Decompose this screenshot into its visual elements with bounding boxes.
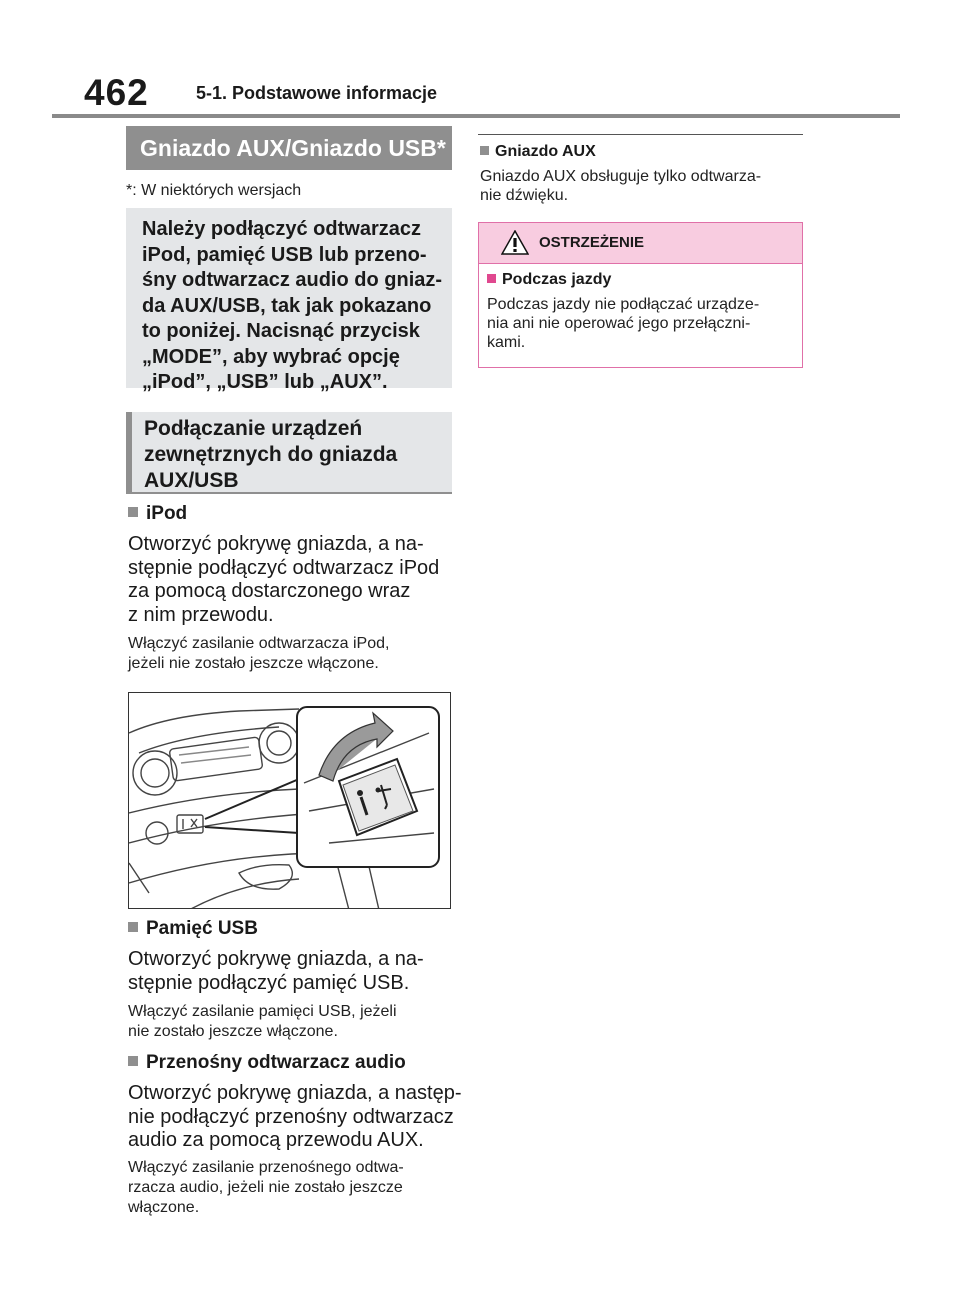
usb-body	[128, 948, 424, 995]
body-line: nie podłączyć przenośny odtwarzacz	[128, 1105, 454, 1128]
body-line: stępnie podłączyć odtwarzacz iPod	[128, 556, 440, 579]
intro-box	[126, 208, 452, 393]
ipod-heading-text: iPod	[146, 503, 188, 524]
intro-line: Należy podłączyć odtwarzacz	[142, 218, 421, 240]
bullet-square-icon	[128, 1056, 138, 1066]
aux-body	[480, 167, 761, 205]
subsection-line: zewnętrznych do gniazda	[144, 443, 398, 466]
bullet-square-icon	[487, 274, 496, 283]
console-drawing	[129, 693, 451, 909]
warning-title: OSTRZEŻENIE	[539, 234, 645, 251]
warning-subheading	[487, 271, 611, 289]
footnote: *: W niektórych wersjach	[126, 182, 302, 199]
usb-heading-text: Pamięć USB	[146, 918, 258, 939]
usb-heading	[128, 918, 258, 940]
bullet-square-icon	[480, 146, 489, 155]
aux-heading	[480, 143, 596, 161]
intro-line: „MODE”, aby wybrać opcję	[142, 345, 400, 368]
note-line: rzacza audio, jeżeli nie zostało jeszcze	[128, 1179, 403, 1196]
subsection-line: Podłączanie urządzeń	[144, 417, 363, 440]
note-line: jeżeli nie zostało jeszcze włączone.	[128, 655, 379, 672]
body-line: stępnie podłączyć pamięć USB.	[128, 971, 410, 994]
note-line: włączone.	[128, 1199, 200, 1216]
intro-line: śny odtwarzacz audio do gniaz-	[142, 269, 443, 291]
portable-note	[128, 1158, 404, 1218]
header-divider	[52, 114, 900, 118]
body-line: za pomocą dostarczonego wraz	[128, 580, 411, 602]
intro-line: iPod, pamięć USB lub przeno-	[142, 243, 427, 266]
page-number: 462	[84, 72, 149, 113]
body-line: Podczas jazdy nie podłączać urządze-	[487, 296, 760, 313]
ipod-body	[128, 533, 439, 627]
column-divider	[478, 134, 803, 135]
note-line: Włączyć zasilanie przenośnego odtwa-	[128, 1159, 404, 1176]
note-line: nie zostało jeszcze włączone.	[128, 1023, 338, 1040]
ipod-heading	[128, 503, 187, 525]
warning-subheading-text: Podczas jazdy	[502, 271, 612, 288]
note-line: Włączyć zasilanie pamięci USB, jeżeli	[128, 1003, 397, 1020]
console-illustration	[128, 692, 451, 909]
subsection-header	[126, 412, 452, 494]
intro-line: da AUX/USB, tak jak pokazano	[142, 294, 432, 317]
warning-body	[487, 295, 799, 352]
body-line: z nim przewodu.	[128, 603, 274, 626]
note-line: Włączyć zasilanie odtwarzacza iPod,	[128, 635, 390, 652]
portable-body	[128, 1082, 462, 1153]
body-line: Otworzyć pokrywę gniazda, a następ-	[128, 1082, 462, 1104]
section-title: Gniazdo AUX/Gniazdo USB*	[126, 126, 452, 170]
chapter-title: 5-1. Podstawowe informacje	[196, 83, 438, 103]
subsection-line: AUX/USB	[144, 469, 239, 492]
intro-line: to poniżej. Nacisnąć przycisk	[142, 320, 420, 342]
portable-heading-text: Przenośny odtwarzacz audio	[146, 1052, 406, 1073]
warning-triangle-icon	[501, 230, 529, 255]
body-line: Otworzyć pokrywę gniazda, a na-	[128, 948, 424, 970]
body-line: kami.	[487, 334, 526, 351]
portable-heading	[128, 1052, 406, 1074]
body-line: Gniazdo AUX obsługuje tylko odtwarza-	[480, 168, 762, 185]
warning-title-bar	[479, 223, 802, 264]
ipod-note	[128, 634, 389, 674]
intro-line: „iPod”, „USB” lub „AUX”.	[142, 371, 388, 393]
bullet-square-icon	[128, 922, 138, 932]
usb-note	[128, 1002, 397, 1042]
body-line: nie dźwięku.	[480, 187, 569, 204]
body-line: audio za pomocą przewodu AUX.	[128, 1129, 424, 1151]
body-line: nia ani nie operować jego przełączni-	[487, 315, 751, 332]
bullet-square-icon	[128, 507, 138, 517]
aux-heading-text: Gniazdo AUX	[495, 143, 596, 160]
warning-box	[478, 222, 803, 368]
body-line: Otworzyć pokrywę gniazda, a na-	[128, 533, 424, 555]
